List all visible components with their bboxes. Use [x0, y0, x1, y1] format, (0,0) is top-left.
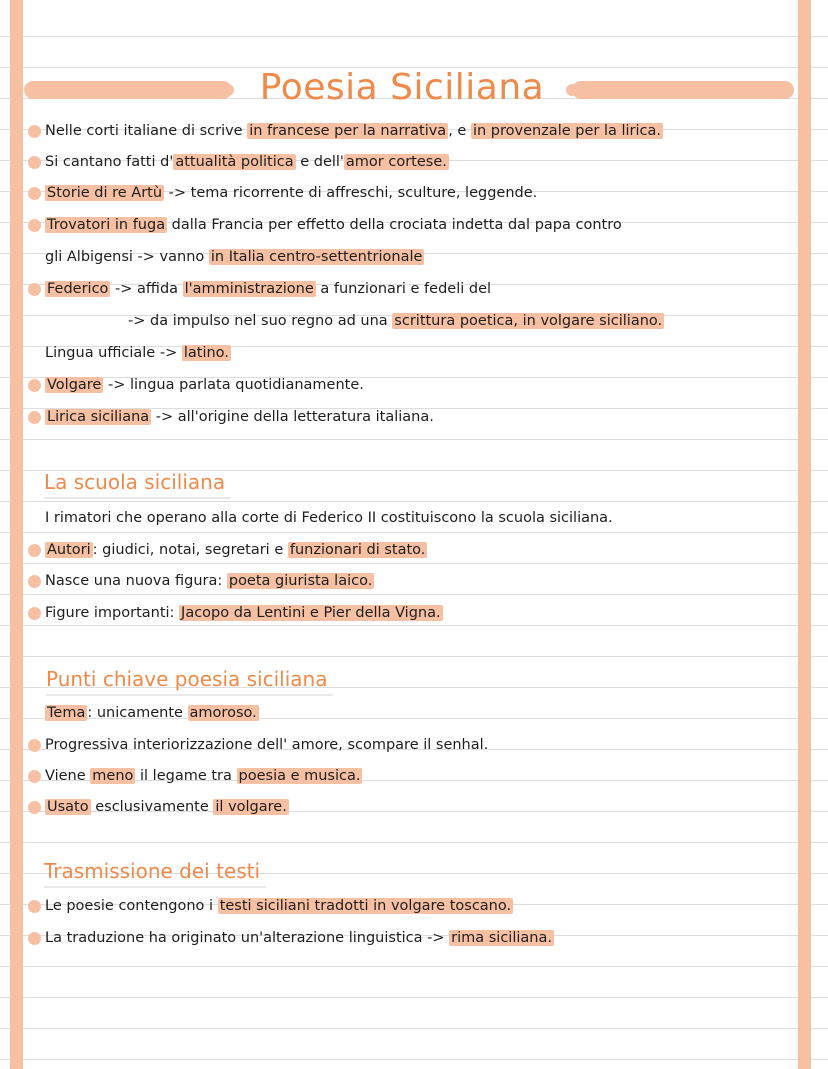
- bullet-dot: [28, 187, 41, 200]
- bullet-dot: [28, 607, 41, 620]
- trasmissione-line-1: Le poesie contengono i testi siciliani tradotti in volgare toscano.: [45, 898, 512, 914]
- section-heading-punti: Punti chiave poesia siciliana: [46, 664, 333, 696]
- scuola-line-1: I rimatori che operano alla corte di Federico II costituiscono la scuola siciliana.: [45, 510, 613, 526]
- intro-line-6: Federico -> affida l'amministrazione a funzionari e fedeli del: [47, 281, 492, 297]
- intro-line-5: gli Albigensi -> vanno in Italia centro-settentrionale: [45, 249, 423, 265]
- bullet-dot: [28, 125, 41, 138]
- left-margin-stripe: [10, 0, 23, 1069]
- intro-line-7: -> da impulso nel suo regno ad una scrittura poetica, in volgare siciliano.: [128, 313, 663, 329]
- intro-line-2: Si cantano fatti d' attualità politica e dell' amor cortese.: [45, 154, 447, 170]
- intro-line-1: Nelle corti italiane di scrive in francese per la narrativa , e in provenzale per la lirica.: [45, 123, 661, 139]
- punti-line-3: Viene meno il legame tra poesia e musica.: [45, 768, 361, 784]
- intro-line-8: Lingua ufficiale -> latino.: [45, 345, 229, 361]
- bullet-dot: [28, 900, 41, 913]
- bullet-dot: [28, 739, 41, 752]
- title-decoration-left: [24, 81, 232, 99]
- bullet-dot: [28, 575, 41, 588]
- punti-line-4: Usato esclusivamente il volgare.: [47, 799, 287, 815]
- page-title: Poesia Siciliana: [259, 67, 545, 108]
- bullet-dot: [28, 283, 41, 296]
- bullet-dot: [28, 219, 41, 232]
- intro-line-10: Lirica siciliana -> all'origine della letteratura italiana.: [47, 409, 434, 425]
- trasmissione-line-2: La traduzione ha originato un'alterazione linguistica -> rima siciliana.: [45, 930, 552, 946]
- bullet-dot: [28, 932, 41, 945]
- title-decoration-right: [572, 81, 794, 99]
- punti-line-2: Progressiva interiorizzazione dell' amore, scompare il senhal.: [45, 737, 489, 753]
- bullet-dot: [28, 156, 41, 169]
- intro-line-4: Trovatori in fuga dalla Francia per effetto della crociata indetta dal papa contro: [47, 217, 622, 233]
- intro-line-3: Storie di re Artù -> tema ricorrente di affreschi, sculture, leggende.: [47, 185, 538, 201]
- scuola-line-2: Autori : giudici, notai, segretari e funzionari di stato.: [47, 542, 426, 558]
- bullet-dot: [28, 801, 41, 814]
- scuola-line-4: Figure importanti: Jacopo da Lentini e Pier della Vigna.: [45, 605, 441, 621]
- bullet-dot: [28, 544, 41, 557]
- right-margin-stripe: [798, 0, 811, 1069]
- bullet-dot: [28, 411, 41, 424]
- bullet-dot: [28, 770, 41, 783]
- punti-line-1: Tema : unicamente amoroso.: [47, 705, 257, 721]
- intro-line-9: Volgare -> lingua parlata quotidianamente.: [47, 377, 364, 393]
- scuola-line-3: Nasce una nuova figura: poeta giurista laico.: [45, 573, 373, 589]
- bullet-dot: [28, 379, 41, 392]
- section-heading-trasmissione: Trasmissione dei testi: [44, 856, 266, 888]
- section-heading-scuola: La scuola siciliana: [44, 467, 231, 499]
